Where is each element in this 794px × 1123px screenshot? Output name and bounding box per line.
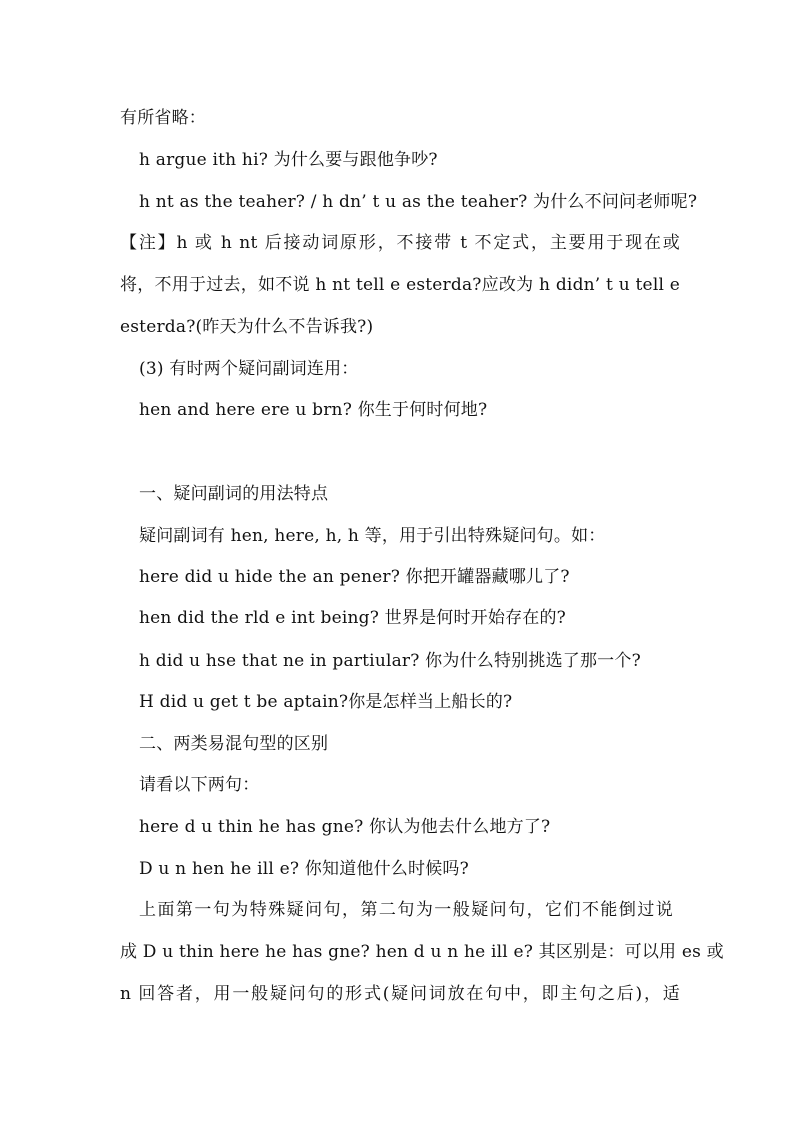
section-heading: 一、疑问副词的用法特点 <box>139 484 329 504</box>
section-heading: 二、两类易混句型的区别 <box>139 734 329 754</box>
text-line: 【注】h 或 h nt 后接动词原形，不接带 t 不定式，主要用于现在或 <box>120 233 680 253</box>
text-line: 成 D u thin here he has gne? hen d u n he ill e? 其区别是：可以用 es 或 <box>120 942 724 962</box>
text-line: (3) 有时两个疑问副词连用： <box>139 359 359 379</box>
text-line: h did u hse that ne in partiular? 你为什么特别挑选了那一个? <box>139 651 641 671</box>
text-line: hen did the rld e int being? 世界是何时开始存在的? <box>139 608 566 628</box>
text-line: 上面第一句为特殊疑问句，第二句为一般疑问句，它们不能倒过说 <box>139 900 673 920</box>
text-line: n 回答者，用一般疑问句的形式(疑问词放在句中，即主句之后)，适 <box>120 984 680 1004</box>
text-line: D u n hen he ill e? 你知道他什么时候吗? <box>139 859 469 879</box>
text-line: h nt as the teaher? / h dn’ t u as the teaher? 为什么不问问老师呢? <box>139 192 698 212</box>
text-line: here d u thin he has gne? 你认为他去什么地方了? <box>139 817 551 837</box>
text-line: hen and here ere u brn? 你生于何时何地? <box>139 400 488 420</box>
text-line: 将，不用于过去，如不说 h nt tell e esterda?应改为 h didn’ t u tell e <box>120 275 680 295</box>
text-line: H did u get t be aptain?你是怎样当上船长的? <box>139 692 513 712</box>
text-line: esterda?(昨天为什么不告诉我?) <box>120 317 374 337</box>
text-line: 请看以下两句： <box>139 775 260 795</box>
text-line: h argue ith hi? 为什么要与跟他争吵? <box>139 150 438 170</box>
text-line: here did u hide the an pener? 你把开罐器藏哪儿了? <box>139 567 570 587</box>
text-line: 疑问副词有 hen, here, h, h 等，用于引出特殊疑问句。如： <box>139 526 606 546</box>
text-line: 有所省略： <box>120 108 206 128</box>
